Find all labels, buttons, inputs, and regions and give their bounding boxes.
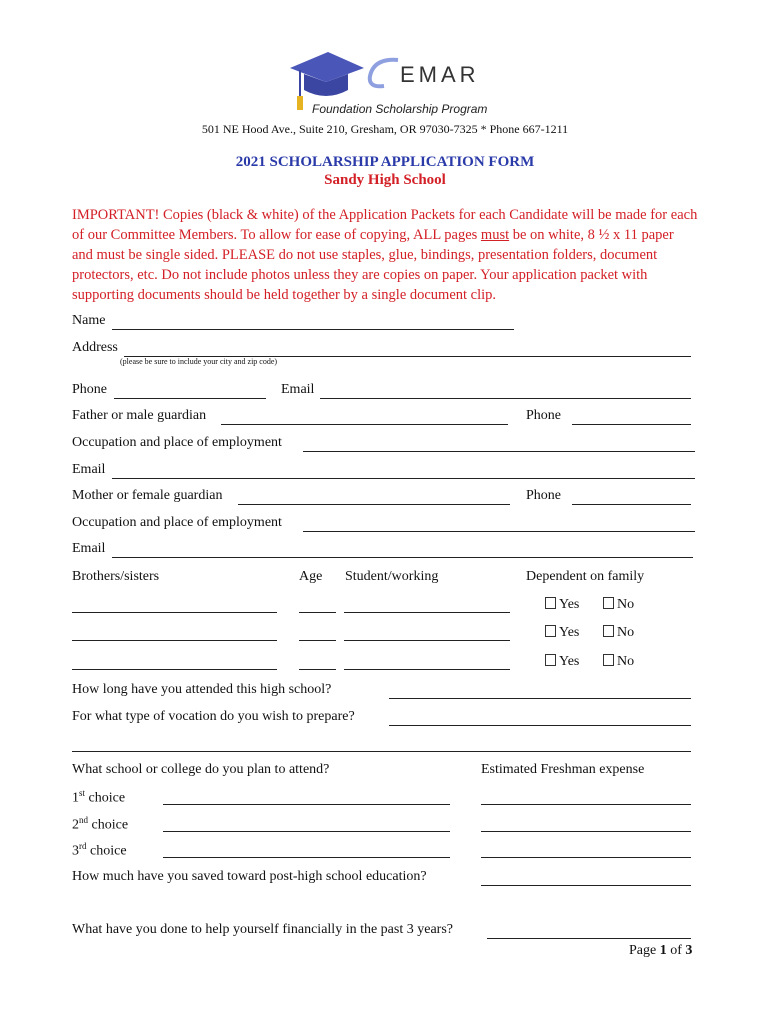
attended-question: How long have you attended this high school? bbox=[72, 682, 332, 697]
email3-field[interactable] bbox=[112, 557, 693, 558]
checkbox-icon bbox=[545, 654, 556, 666]
choice2-label: 2nd choice bbox=[72, 815, 129, 833]
email2-field[interactable] bbox=[112, 478, 695, 479]
yes-checkbox[interactable]: Yes bbox=[545, 654, 579, 670]
choice3-label: 3rd choice bbox=[72, 841, 127, 859]
occupation1-label: Occupation and place of employment bbox=[72, 435, 282, 450]
father-phone-label: Phone bbox=[526, 408, 561, 423]
mother-label: Mother or female guardian bbox=[72, 488, 223, 503]
name-field[interactable] bbox=[112, 329, 514, 330]
school-subtitle: Sandy High School bbox=[324, 172, 446, 188]
phone-label: Phone bbox=[72, 382, 107, 397]
checkbox-icon bbox=[603, 597, 614, 609]
phone-field[interactable] bbox=[114, 398, 266, 399]
sibling-age-field[interactable] bbox=[299, 669, 336, 670]
father-label: Father or male guardian bbox=[72, 408, 207, 423]
occupation2-field[interactable] bbox=[303, 531, 695, 532]
logo-wordmark: EMAR bbox=[400, 62, 480, 87]
address-line: 501 NE Hood Ave., Suite 210, Gresham, OR 97030-7325 * Phone 667-1211 bbox=[201, 122, 569, 136]
status-header: Student/working bbox=[345, 569, 439, 584]
address-label: Address bbox=[72, 340, 118, 355]
email2-label: Email bbox=[72, 462, 106, 477]
logo bbox=[288, 46, 493, 120]
vocation-question: For what type of vocation do you wish to prepare? bbox=[72, 709, 355, 724]
yes-checkbox[interactable]: Yes bbox=[545, 625, 579, 641]
sibling-age-field[interactable] bbox=[299, 640, 336, 641]
page-number: Page 1 of 3 bbox=[629, 943, 693, 958]
checkbox-icon bbox=[545, 597, 556, 609]
email-field[interactable] bbox=[320, 398, 691, 399]
choice3-school-field[interactable] bbox=[163, 857, 450, 858]
saved-question: How much have you saved toward post-high school education? bbox=[72, 869, 427, 884]
sibling-name-field[interactable] bbox=[72, 612, 277, 613]
dependent-header: Dependent on family bbox=[526, 569, 645, 584]
mother-phone-field[interactable] bbox=[572, 504, 691, 505]
email3-label: Email bbox=[72, 541, 106, 556]
school-question: What school or college do you plan to attend? bbox=[72, 762, 330, 777]
no-checkbox[interactable]: No bbox=[603, 597, 634, 613]
important-notice: IMPORTANT! Copies (black & white) of the Application Packets for each Candidate will be made for each of our Committee Members. To allow for ease of copying, ALL pages must be on white, 8 ½ x 11 paper and must be single sided. PLEASE do not use staples, glue, bindings, presentation folders, document protectors, etc. Do not include photos unless they are copies on paper. Your application packet with supporting documents should be held together by a single document clip. bbox=[72, 207, 698, 303]
checkbox-icon bbox=[545, 625, 556, 637]
vocation-field[interactable] bbox=[389, 725, 691, 726]
choice1-label: 1st choice bbox=[72, 788, 126, 806]
age-header: Age bbox=[299, 569, 323, 584]
choice1-school-field[interactable] bbox=[163, 804, 450, 805]
form-title: 2021 SCHOLARSHIP APPLICATION FORM bbox=[235, 154, 535, 170]
siblings-header: Brothers/sisters bbox=[72, 569, 160, 584]
address-note: (please be sure to include your city and zip code) bbox=[120, 357, 278, 366]
name-label: Name bbox=[72, 313, 106, 328]
attended-field[interactable] bbox=[389, 698, 691, 699]
occupation1-field[interactable] bbox=[303, 451, 695, 452]
vocation-field-continued[interactable] bbox=[72, 751, 691, 752]
no-checkbox[interactable]: No bbox=[603, 625, 634, 641]
helped-question: What have you done to help yourself financially in the past 3 years? bbox=[72, 922, 453, 937]
mother-field[interactable] bbox=[238, 504, 510, 505]
sibling-name-field[interactable] bbox=[72, 669, 277, 670]
sibling-name-field[interactable] bbox=[72, 640, 277, 641]
no-checkbox[interactable]: No bbox=[603, 654, 634, 670]
occupation2-label: Occupation and place of employment bbox=[72, 515, 282, 530]
logo-program: Foundation Scholarship Program bbox=[312, 102, 488, 116]
email-label: Email bbox=[281, 382, 315, 397]
yes-checkbox[interactable]: Yes bbox=[545, 597, 579, 613]
mother-phone-label: Phone bbox=[526, 488, 561, 503]
saved-field[interactable] bbox=[481, 885, 691, 886]
father-field[interactable] bbox=[221, 424, 508, 425]
choice3-expense-field[interactable] bbox=[481, 857, 691, 858]
sibling-age-field[interactable] bbox=[299, 612, 336, 613]
expense-header: Estimated Freshman expense bbox=[481, 762, 645, 777]
choice2-school-field[interactable] bbox=[163, 831, 450, 832]
helped-field[interactable] bbox=[487, 938, 691, 939]
sibling-status-field[interactable] bbox=[344, 640, 510, 641]
checkbox-icon bbox=[603, 625, 614, 637]
choice1-expense-field[interactable] bbox=[481, 804, 691, 805]
sibling-status-field[interactable] bbox=[344, 669, 510, 670]
swoosh-icon bbox=[364, 56, 404, 92]
choice2-expense-field[interactable] bbox=[481, 831, 691, 832]
sibling-status-field[interactable] bbox=[344, 612, 510, 613]
checkbox-icon bbox=[603, 654, 614, 666]
father-phone-field[interactable] bbox=[572, 424, 691, 425]
